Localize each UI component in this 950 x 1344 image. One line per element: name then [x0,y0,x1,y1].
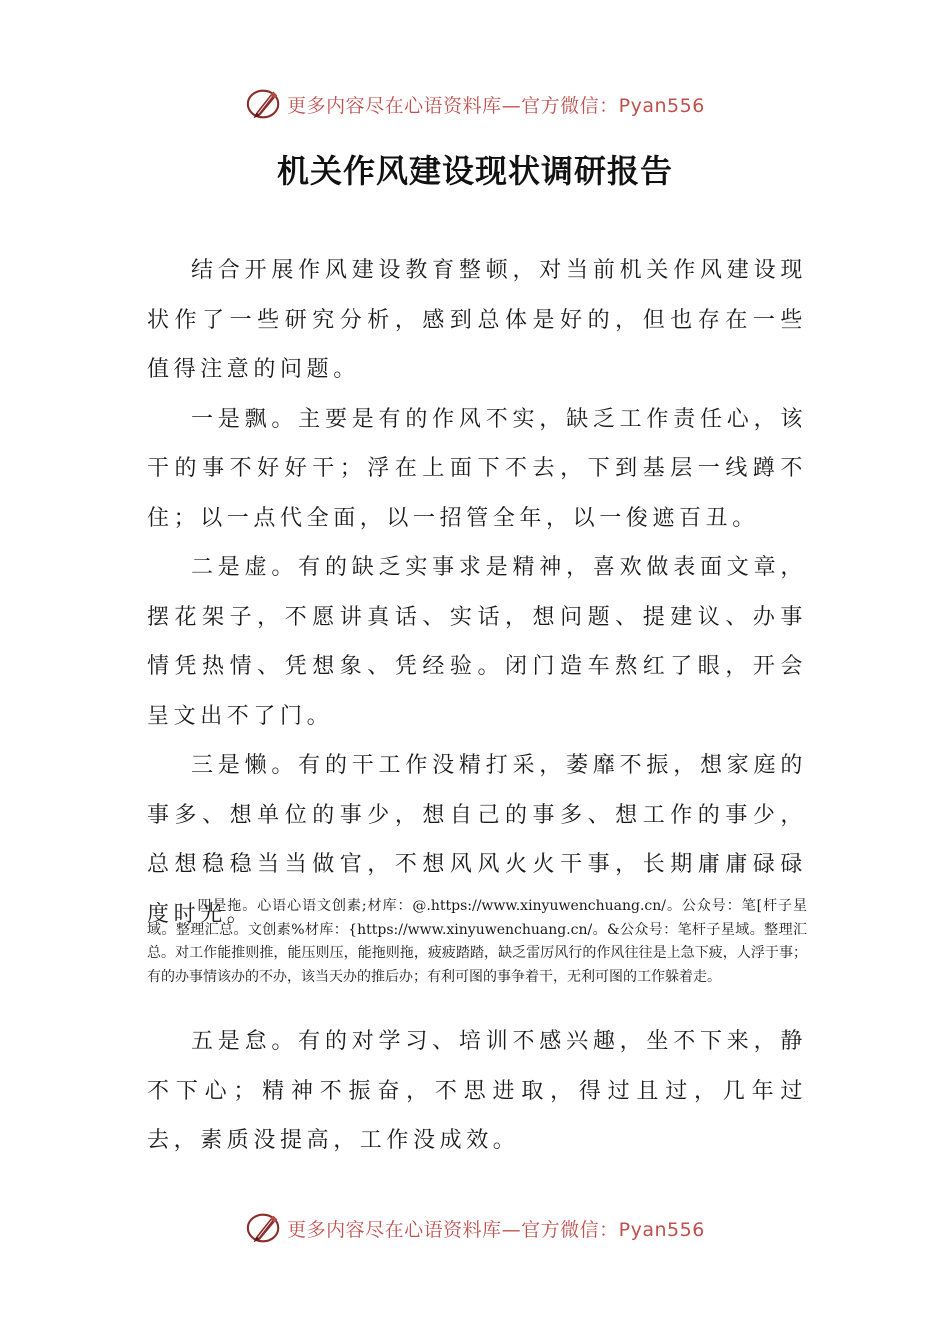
banner-text: 更多内容尽在心语资料库—官方微信：Pyan556 [287,1218,705,1241]
footer-banner [0,1206,950,1250]
small-text-section [147,895,807,989]
closing-section [147,1017,807,1166]
pen-nib-logo-icon [245,85,283,123]
document-title: 机关作风建设现状调研报告 [276,152,673,190]
pen-nib-logo-icon [245,1209,283,1247]
paragraph-point-4: 四是拖。心语心语文创素;材库：@.https://www.xinyuwenchuang.cn/。公众号：笔[杆子星域。整理汇总。文创素%材库：{https://www.xinyuwenchuang.cn/。&公众号：笔杆子星域。整理汇总。对工作能推则推，能压则压，能拖则拖，疲疲踏踏，缺乏雷厉风行的作风往往是上急下疲，人浮于事；有的办事情该办的不办，该当天办的推后办；有利可图的事争着干，无利可图的工作躲着走。 [147,898,807,985]
paragraph-intro: 结合开展作风建设教育整顿，对当前机关作风建设现状作了一些研究分析，感到总体是好的，但也存在一些值得注意的问题。 [147,258,807,382]
body-section [147,246,807,939]
paragraph-point-1: 一是飘。主要是有的作风不实，缺乏工作责任心，该干的事不好好干；浮在上面下不去，下到基层一线蹲不住；以一点代全面，以一招管全年，以一俊遮百丑。 [147,406,807,531]
header-banner [0,82,950,126]
paragraph-point-2: 二是虚。有的缺乏实事求是精神，喜欢做表面文章，摆花架子，不愿讲真话、实话，想问题、提建议、办事情凭热情、凭想象、凭经验。闭门造车熬红了眼，开会呈文出不了门。 [147,555,807,729]
paragraph-point-5: 五是怠。有的对学习、培训不感兴趣，坐不下来，静不下心；精神不振奋，不思进取，得过且过，几年过去，素质没提高，工作没成效。 [147,1029,807,1153]
paragraph-point-3: 三是懒。有的干工作没精打采，萎靡不振，想家庭的事多、想单位的事少，想自己的事多、想工作的事少，总想稳稳当当做官，不想风风火火干事，长期庸庸碌碌度时光。 [147,753,807,927]
banner-text: 更多内容尽在心语资料库—官方微信：Pyan556 [287,94,705,117]
